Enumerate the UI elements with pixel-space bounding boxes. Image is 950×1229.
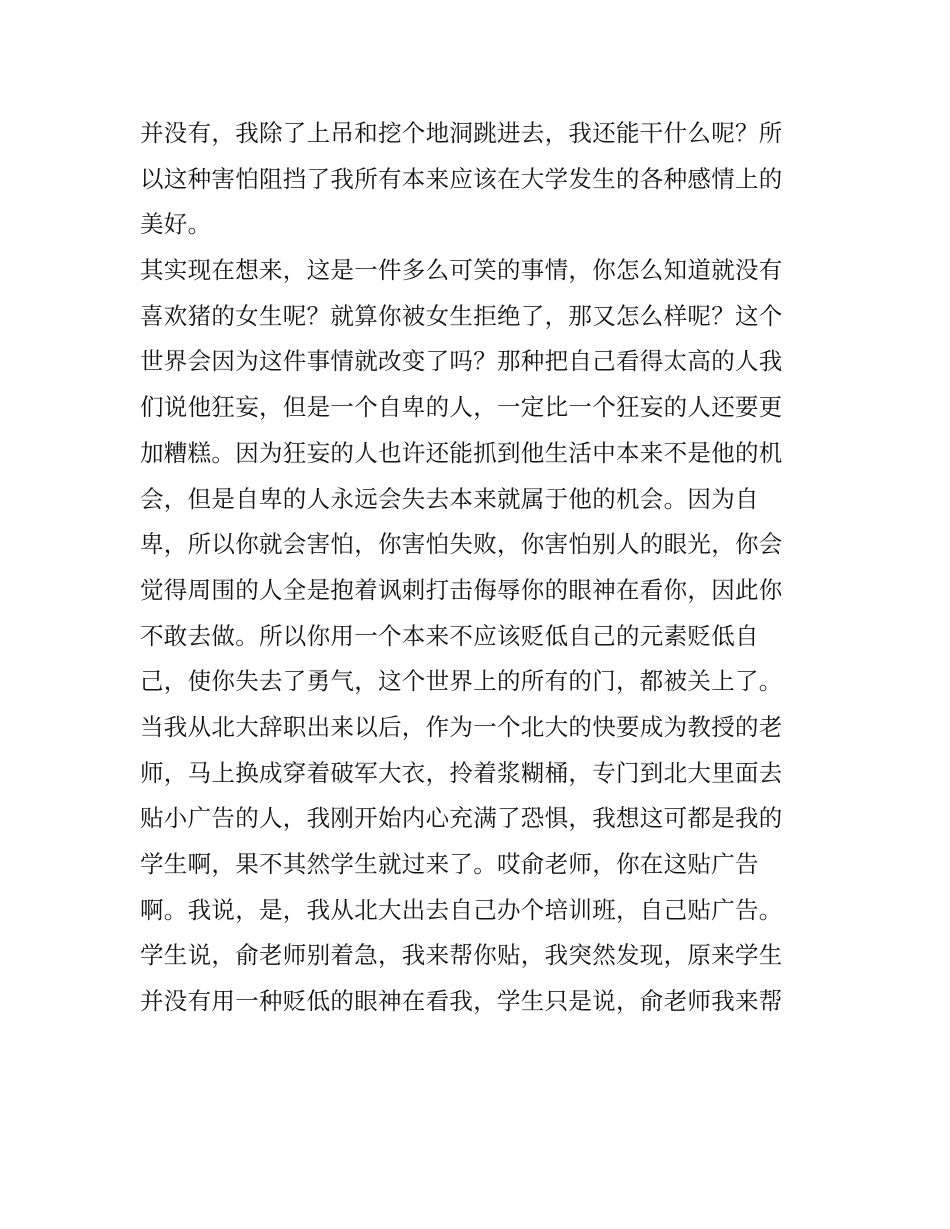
text-line: 卑，所以你就会害怕，你害怕失败，你害怕别人的眼光，你会	[140, 530, 783, 559]
text-line: 觉得周围的人全是抱着讽刺打击侮辱你的眼神在看你，因此你	[140, 575, 783, 604]
text-line: 们说他狂妄，但是一个自卑的人，一定比一个狂妄的人还要更	[140, 393, 783, 422]
text-line: 不敢去做。所以你用一个本来不应该贬低自己的元素贬低自	[140, 621, 759, 650]
text-line: 啊。我说，是，我从北大出去自己办个培训班，自己贴广告。	[140, 895, 783, 924]
text-line: 以这种害怕阻挡了我所有本来应该在大学发生的各种感情上的	[140, 164, 783, 193]
text-line: 加糟糕。因为狂妄的人也许还能抓到他生活中本来不是他的机	[140, 438, 783, 467]
text-line: 会，但是自卑的人永远会失去本来就属于他的机会。因为自	[140, 484, 759, 513]
text-line: 其实现在想来，这是一件多么可笑的事情，你怎么知道就没有	[140, 256, 783, 285]
text-line: 学生啊，果不其然学生就过来了。哎俞老师，你在这贴广告	[140, 850, 759, 878]
text-line: 美好。	[140, 210, 212, 239]
text-line: 并没有用一种贬低的眼神在看我，学生只是说，俞老师我来帮	[140, 987, 783, 1016]
body-text	[140, 111, 820, 1025]
text-line: 学生说，俞老师别着急，我来帮你贴，我突然发现，原来学生	[140, 941, 783, 970]
text-line: 当我从北大辞职出来以后，作为一个北大的快要成为教授的老	[140, 712, 783, 741]
text-line: 己，使你失去了勇气，这个世界上的所有的门，都被关上了。	[140, 667, 783, 696]
text-line: 并没有，我除了上吊和挖个地洞跳进去，我还能干什么呢？所	[140, 119, 783, 147]
text-line: 贴小广告的人，我刚开始内心充满了恐惧，我想这可都是我的	[140, 804, 783, 833]
text-line: 世界会因为这件事情就改变了吗？那种把自己看得太高的人我	[140, 347, 783, 376]
text-line: 师，马上换成穿着破军大衣，拎着浆糊桶，专门到北大里面去	[140, 758, 783, 787]
text-line: 喜欢猪的女生呢？就算你被女生拒绝了，那又怎么样呢？这个	[140, 301, 783, 330]
